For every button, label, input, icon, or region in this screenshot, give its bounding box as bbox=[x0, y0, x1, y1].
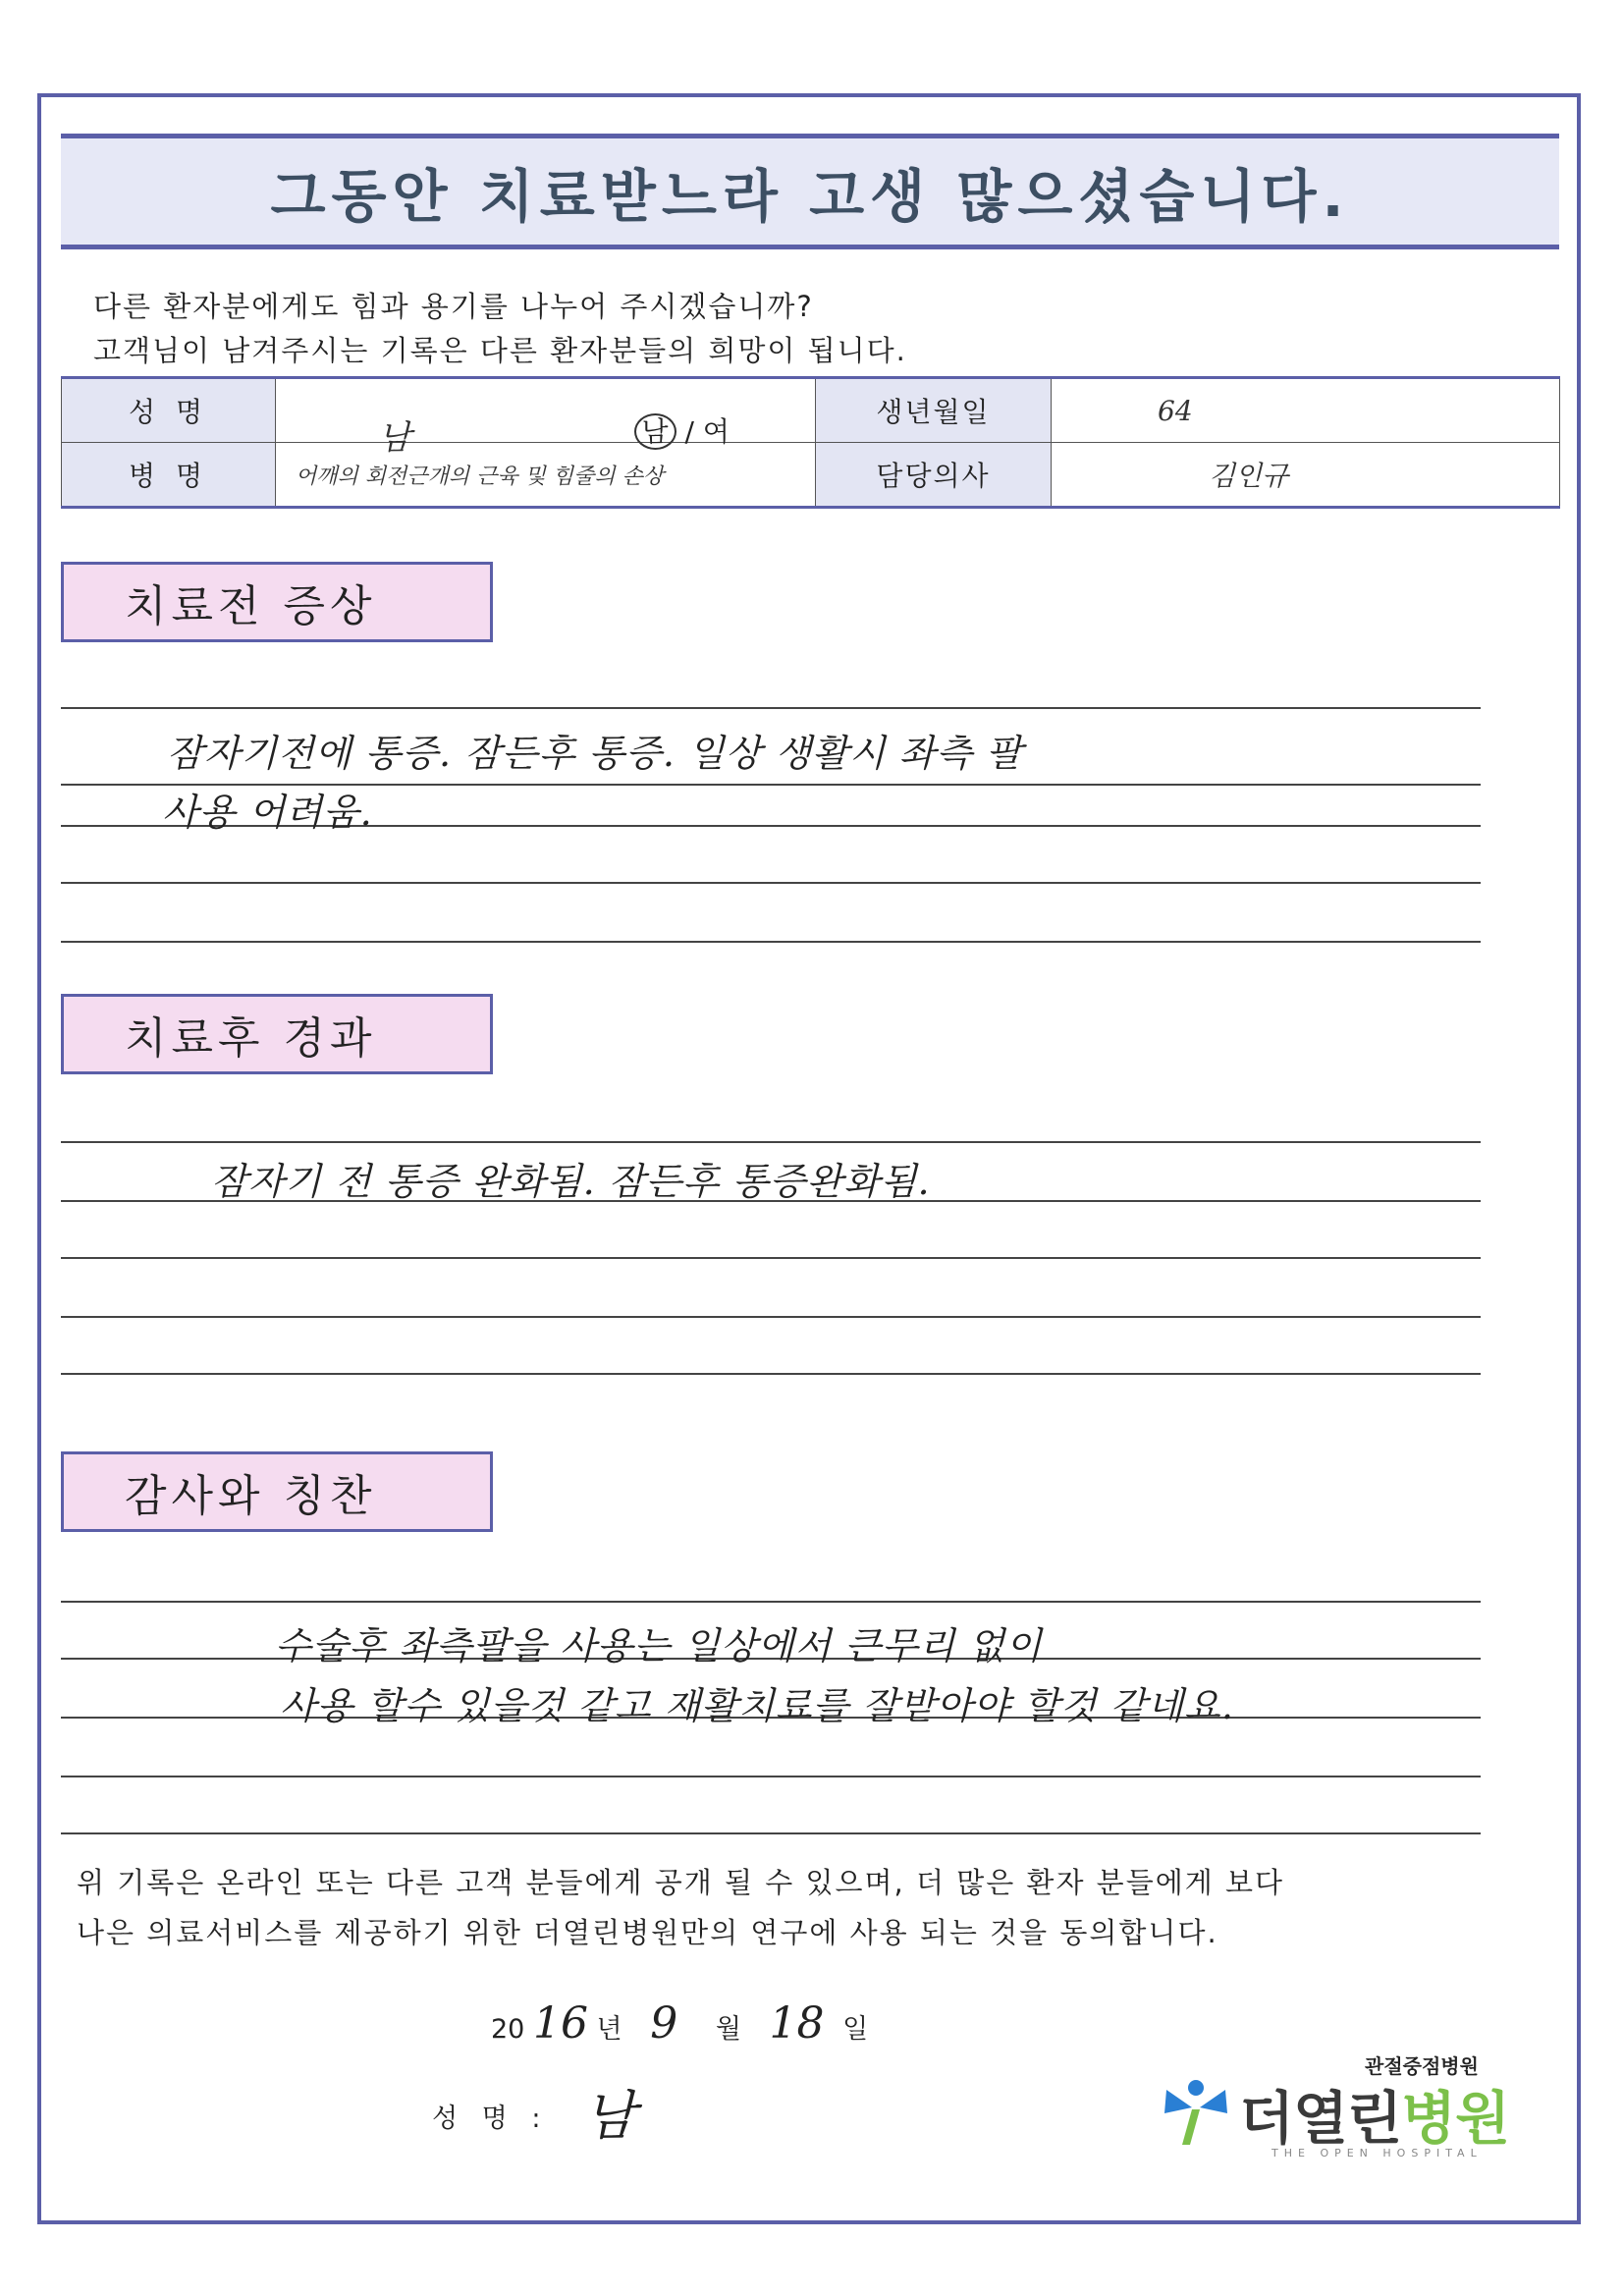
section-thanks-title: 감사와 칭찬 bbox=[61, 1451, 493, 1532]
after-line-1: 잠자기 전 통증 완화됨. 잠든후 통증완화됨. bbox=[211, 1160, 931, 1203]
title-banner bbox=[61, 134, 1559, 249]
thanks-line-1: 수술후 좌측팔을 사용는 일상에서 큰무리 없이 bbox=[275, 1624, 1043, 1667]
birth-value: 64 bbox=[1052, 378, 1560, 443]
date-month: 9 bbox=[650, 1998, 678, 2049]
date-month-unit: 월 bbox=[715, 2014, 741, 2045]
logo-text-left: 더열린 bbox=[1239, 2085, 1402, 2152]
gender-selector bbox=[634, 410, 730, 450]
gender-separator: / bbox=[684, 415, 694, 448]
signature-date bbox=[491, 1998, 868, 2049]
patient-info-table bbox=[61, 376, 1560, 509]
rule-line bbox=[61, 707, 1481, 709]
rule-line bbox=[61, 941, 1481, 943]
intro-line-1: 다른 환자분에게도 힘과 용기를 나누어 주시겠습니까? bbox=[93, 290, 814, 323]
logo-text-right: 병원 bbox=[1401, 2085, 1510, 2152]
intro-line-2: 고객님이 남겨주시는 기록은 다른 환자분들의 희망이 됩니다. bbox=[93, 334, 907, 367]
signature-value: 남 bbox=[584, 2085, 636, 2147]
rule-line bbox=[61, 1257, 1481, 1259]
date-day-unit: 일 bbox=[842, 2014, 869, 2045]
name-label: 성 명 bbox=[62, 378, 276, 443]
doctor-label: 담당의사 bbox=[816, 443, 1052, 508]
logo-english: THE OPEN HOSPITAL bbox=[1271, 2147, 1483, 2159]
gender-male: 남 bbox=[634, 413, 676, 450]
section-before-title: 치료전 증상 bbox=[61, 562, 493, 642]
page-title: 그동안 치료받느라 고생 많으셨습니다. bbox=[270, 163, 1350, 230]
name-cell bbox=[276, 378, 816, 458]
date-prefix: 20 bbox=[491, 2014, 525, 2045]
disease-value: 어깨의 회전근개의 근육 및 힘줄의 손상 bbox=[276, 443, 816, 508]
doctor-value: 김인규 bbox=[1052, 443, 1560, 508]
before-line-2: 사용 어려움. bbox=[162, 791, 373, 834]
rule-line bbox=[61, 1316, 1481, 1318]
thanks-line-2: 사용 할수 있을것 같고 재활치료를 잘받아야 할것 같네요. bbox=[280, 1684, 1234, 1727]
name-value: 남 bbox=[378, 418, 411, 458]
date-day: 18 bbox=[769, 1998, 825, 2049]
rule-line bbox=[61, 1776, 1481, 1777]
logo-subtitle: 관절중점병원 bbox=[1365, 2054, 1479, 2078]
signature-label: 성 명 : bbox=[432, 2104, 549, 2134]
consent-line-1: 위 기록은 온라인 또는 다른 고객 분들에게 공개 될 수 있으며, 더 많은 환자 분들에게 보다 bbox=[77, 1866, 1284, 1899]
rule-line bbox=[61, 882, 1481, 884]
rule-line bbox=[61, 1373, 1481, 1375]
hospital-logo-icon bbox=[1157, 2070, 1235, 2149]
gender-female: 여 bbox=[702, 415, 730, 448]
date-year-unit: 년 bbox=[596, 2014, 622, 2045]
birth-label: 생년월일 bbox=[816, 378, 1052, 443]
consent-line-2: 나은 의료서비스를 제공하기 위한 더열린병원만의 연구에 사용 되는 것을 동의합니다. bbox=[77, 1916, 1218, 1949]
section-after-title: 치료후 경과 bbox=[61, 994, 493, 1074]
rule-line bbox=[61, 1601, 1481, 1603]
rule-line bbox=[61, 1832, 1481, 1834]
before-line-1: 잠자기전에 통증. 잠든후 통증. 일상 생활시 좌측 팔 bbox=[167, 732, 1023, 775]
hospital-logo-text bbox=[1239, 2072, 1509, 2155]
disease-label: 병 명 bbox=[62, 443, 276, 508]
date-year: 16 bbox=[532, 1998, 588, 2049]
rule-line bbox=[61, 1141, 1481, 1143]
